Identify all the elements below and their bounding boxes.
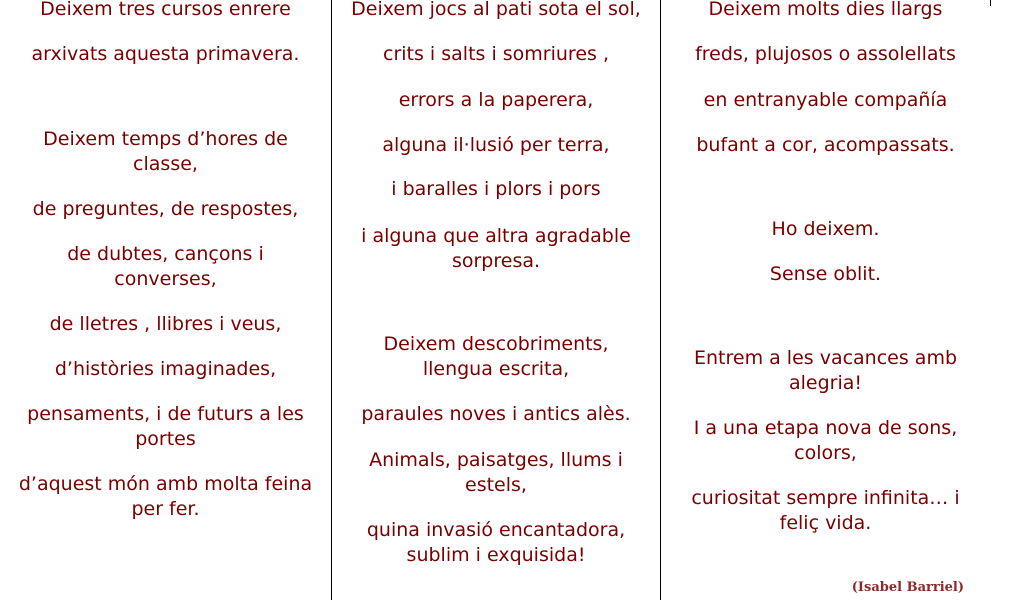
poem-column-1	[0, 0, 331, 600]
verse-line: Deixem tres cursos enrere	[40, 0, 291, 20]
verse-line: de dubtes, cançons i converses,	[67, 243, 264, 290]
verse-line: d’aquest món amb molta feina per fer.	[18, 473, 313, 520]
verse-line: curiositat sempre infinita… i feliç vida.	[691, 487, 960, 534]
verse-line: Deixem descobriments, llengua escrita,	[383, 333, 609, 380]
verse-line: Sense oblit.	[769, 263, 882, 285]
verse-line: bufant a cor, acompassats.	[696, 134, 955, 156]
verse-line: Entrem a les vacances amb alegria!	[693, 347, 958, 394]
verse-line: errors a la paperera,	[398, 89, 594, 111]
verse-line: de preguntes, de respostes,	[32, 198, 299, 220]
verse-line: alguna il·lusió per terra,	[382, 134, 610, 156]
verse-line: d’històries imaginades,	[54, 358, 277, 380]
verse-line: en entranyable compañía	[703, 89, 948, 111]
verse-line: Deixem molts dies llargs	[708, 0, 943, 20]
verse-line: i alguna que altra agradable sorpresa.	[361, 225, 631, 272]
verse-line: crits i salts i somriures ,	[383, 43, 609, 65]
column-divider	[990, 0, 991, 6]
verse-line: i baralles i plors i pors	[391, 178, 601, 200]
verse-line: arxivats aquesta primavera.	[31, 43, 300, 65]
verse-line: I a una etapa nova de sons, colors,	[693, 417, 958, 464]
author-credit: (Isabel Barriel)	[851, 580, 964, 595]
poem-column-2	[332, 0, 660, 600]
verse-line: paraules noves i antics alès.	[361, 403, 631, 425]
verse-line: Deixem temps d’hores de classe,	[43, 128, 288, 175]
verse-line: de lletres , llibres i veus,	[49, 313, 282, 335]
verse-line: freds, plujosos o assolellats	[695, 43, 956, 65]
verse-line: Animals, paisatges, llums i estels,	[369, 449, 623, 496]
verse-line: Ho deixem.	[771, 218, 880, 240]
poem-column-3	[661, 0, 990, 600]
verse-line: Deixem jocs al pati sota el sol,	[351, 0, 641, 20]
verse-line: pensaments, i de futurs a les portes	[27, 403, 304, 450]
verse-line: quina invasió encantadora, sublim i exquisida!	[366, 519, 626, 566]
